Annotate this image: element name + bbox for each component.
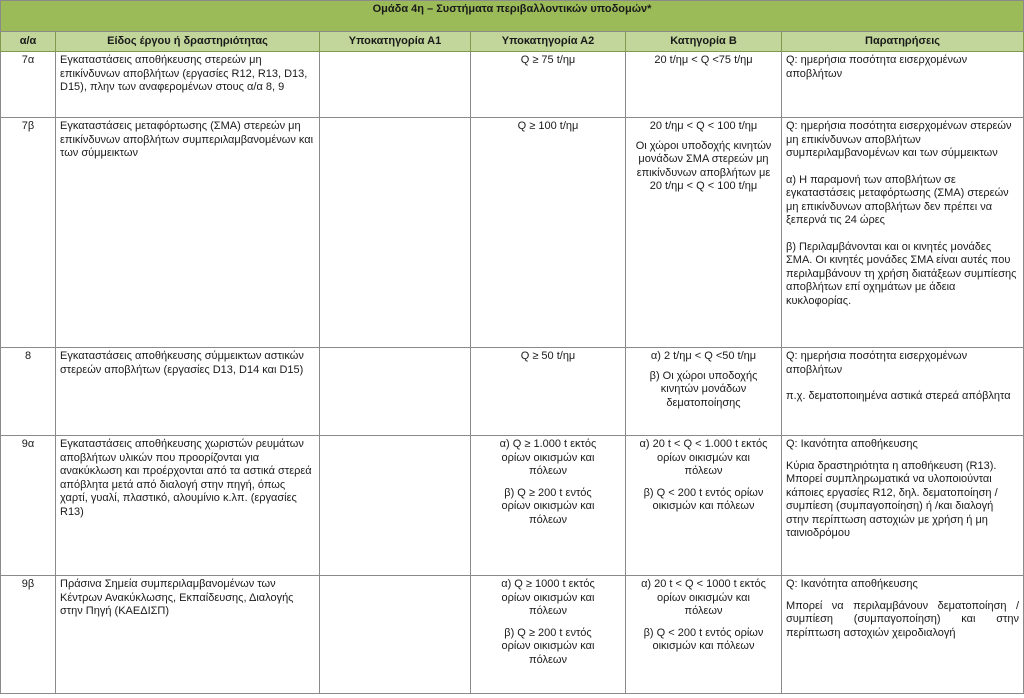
subcategory-a1-cell [320, 576, 471, 694]
subcategory-a1-cell [320, 52, 471, 118]
row-number: 8 [1, 348, 56, 436]
notes-line: Q: ημερήσια ποσότητα εισερχομένων αποβλήτων [786, 54, 968, 80]
header-subcategory-a1: Υποκατηγορία Α1 [320, 32, 471, 52]
project-type-cell: Εγκαταστάσεις μεταφόρτωσης (ΣΜΑ) στερεών μη επικίνδυνων αποβλήτων συμπεριλαμβανομένων και των σύμμεικτων [56, 118, 320, 348]
notes-line: Q: ημερήσια ποσότητα εισερχομένων στερεών μη επικίνδυνων αποβλήτων συμπεριλαμβανομένων και των σύμμεικτων [786, 120, 1012, 159]
notes-line: β) Περιλαμβάνονται και οι κινητές μονάδες ΣΜΑ. Οι κινητές μονάδες ΣΜΑ είναι αυτές που περιλαμβάνουν τη χρήση διατάξεων συμπίεσης αποβλήτων επί οχημάτων με άδεια κυκλοφορίας. [786, 240, 1017, 307]
notes-line: π.χ. δεματοποιημένα αστικά στερεά απόβλητα [786, 390, 1011, 402]
column-header-row [1, 32, 1024, 52]
notes-line: Q: Ικανότητα αποθήκευσης [786, 578, 918, 590]
category-b-line: β) Q < 200 t εντός ορίων οικισμών και πόλεων [643, 626, 764, 652]
notes-line: Q: Ικανότητα αποθήκευσης [786, 438, 918, 450]
row-number: 9α [1, 436, 56, 576]
category-b-line: β) Οι χώροι υποδοχής κινητών μονάδων δεματοποίησης [649, 369, 758, 409]
row-number: 9β [1, 576, 56, 694]
category-b-line: 20 t/ημ < Q < 100 t/ημ [649, 120, 758, 132]
subcategory-a2-cell [471, 436, 626, 576]
header-aa: α/α [1, 32, 56, 52]
project-type-cell: Εγκαταστάσεις αποθήκευσης στερεών μη επικίνδυνων αποβλήτων (εργασίες R12, R13, D13, D15), πλην των αναφερομένων στους α/α 8, 9 [56, 52, 320, 118]
table-row [1, 118, 1024, 348]
subcategory-a2-line: α) Q ≥ 1.000 t εκτός ορίων οικισμών και πόλεων [499, 438, 597, 477]
notes-line: Μπορεί να περιλαμβάνουν δεματοποίηση / συμπίεση (συμπαγοποίηση) και στην περίπτωση αστοχιών χειροδιαλογή [786, 599, 1020, 639]
subcategory-a2-cell: Q ≥ 50 t/ημ [471, 348, 626, 436]
notes-line: α) Η παραμονή των αποβλήτων σε εγκαταστάσεις μεταφόρτωσης (ΣΜΑ) στερεών μη επικίνδυνων αποβλήτων δεν πρέπει να ξεπερνά τις 24 ώρες [786, 173, 1009, 226]
project-type-cell: Εγκαταστάσεις αποθήκευσης σύμμεικτων αστικών στερεών αποβλήτων (εργασίες D13, D14 και D15) [56, 348, 320, 436]
subcategory-a2-line: β) Q ≥ 200 t εντός ορίων οικισμών και πόλεων [501, 626, 595, 666]
header-category-b: Κατηγορία Β [626, 32, 782, 52]
header-subcategory-a2: Υποκατηγορία Α2 [471, 32, 626, 52]
notes-cell [782, 436, 1024, 576]
subcategory-a2-line: α) Q ≥ 1000 t εκτός ορίων οικισμών και πόλεων [501, 578, 595, 617]
subcategory-a1-cell [320, 118, 471, 348]
notes-cell [782, 52, 1024, 118]
table-row [1, 52, 1024, 118]
category-b-cell [626, 576, 782, 694]
category-b-line: α) 20 t < Q < 1000 t εκτός ορίων οικισμών και πόλεων [641, 578, 766, 617]
table-row [1, 436, 1024, 576]
category-b-cell [626, 436, 782, 576]
subcategory-a2-cell: Q ≥ 75 t/ημ [471, 52, 626, 118]
category-b-line: 20 t/ημ < Q <75 t/ημ [654, 54, 753, 66]
header-project-type: Είδος έργου ή δραστηριότητας [56, 32, 320, 52]
category-b-line: α) 2 t/ημ < Q <50 t/ημ [650, 350, 757, 362]
category-b-cell [626, 118, 782, 348]
table-row [1, 348, 1024, 436]
notes-cell [782, 576, 1024, 694]
category-b-line: Οι χώροι υποδοχής κινητών μονάδων ΣΜΑ στερεών μη επικίνδυνων αποβλήτων με 20 t/ημ < Q < 100 t/ημ [635, 139, 772, 192]
notes-line: Q: ημερήσια ποσότητα εισερχομένων αποβλήτων [786, 350, 968, 376]
category-b-line: α) 20 t < Q < 1.000 t εκτός ορίων οικισμών και πόλεων [639, 438, 768, 477]
notes-line: Κύρια δραστηριότητα η αποθήκευση (R13). Μπορεί συμπληρωματικά να υλοποιούνται κάποιες εργασίες R12, δηλ. δεματοποίηση / συμπίεση (συμπαγοποίηση) ή /και διαλογή στην περίπτωση αστοχιών με χρήση ή μη ταινιοδρόμου [786, 459, 998, 539]
subcategory-a2-line: β) Q ≥ 200 t εντός ορίων οικισμών και πόλεων [501, 486, 595, 526]
notes-cell [782, 348, 1024, 436]
project-type-cell: Πράσινα Σημεία συμπεριλαμβανομένων των Κέντρων Ανακύκλωσης, Εκπαίδευσης, Διαλογής στην Πηγή (ΚΑΕΔΙΣΠ) [56, 576, 320, 694]
table-row [1, 576, 1024, 694]
row-number: 7α [1, 52, 56, 118]
subcategory-a2-cell: Q ≥ 100 t/ημ [471, 118, 626, 348]
header-notes: Παρατηρήσεις [782, 32, 1024, 52]
project-type-cell: Εγκαταστάσεις αποθήκευσης χωριστών ρευμάτων αποβλήτων υλικών που προορίζονται για ανακύκλωση και προέρχονται από τα αστικά στερεά απόβλητα μετά από διαλογή στην πηγή, όπως χαρτί, γυαλί, πλαστικό, αλουμίνιο κ.λπ. (εργασίες R13) [56, 436, 320, 576]
group-title: Ομάδα 4η – Συστήματα περιβαλλοντικών υποδομών* [1, 1, 1024, 32]
category-b-cell [626, 348, 782, 436]
category-b-cell [626, 52, 782, 118]
category-b-line: β) Q < 200 t εντός ορίων οικισμών και πόλεων [643, 486, 764, 512]
subcategory-a1-cell [320, 436, 471, 576]
notes-cell [782, 118, 1024, 348]
subcategory-a2-cell [471, 576, 626, 694]
subcategory-a1-cell [320, 348, 471, 436]
row-number: 7β [1, 118, 56, 348]
